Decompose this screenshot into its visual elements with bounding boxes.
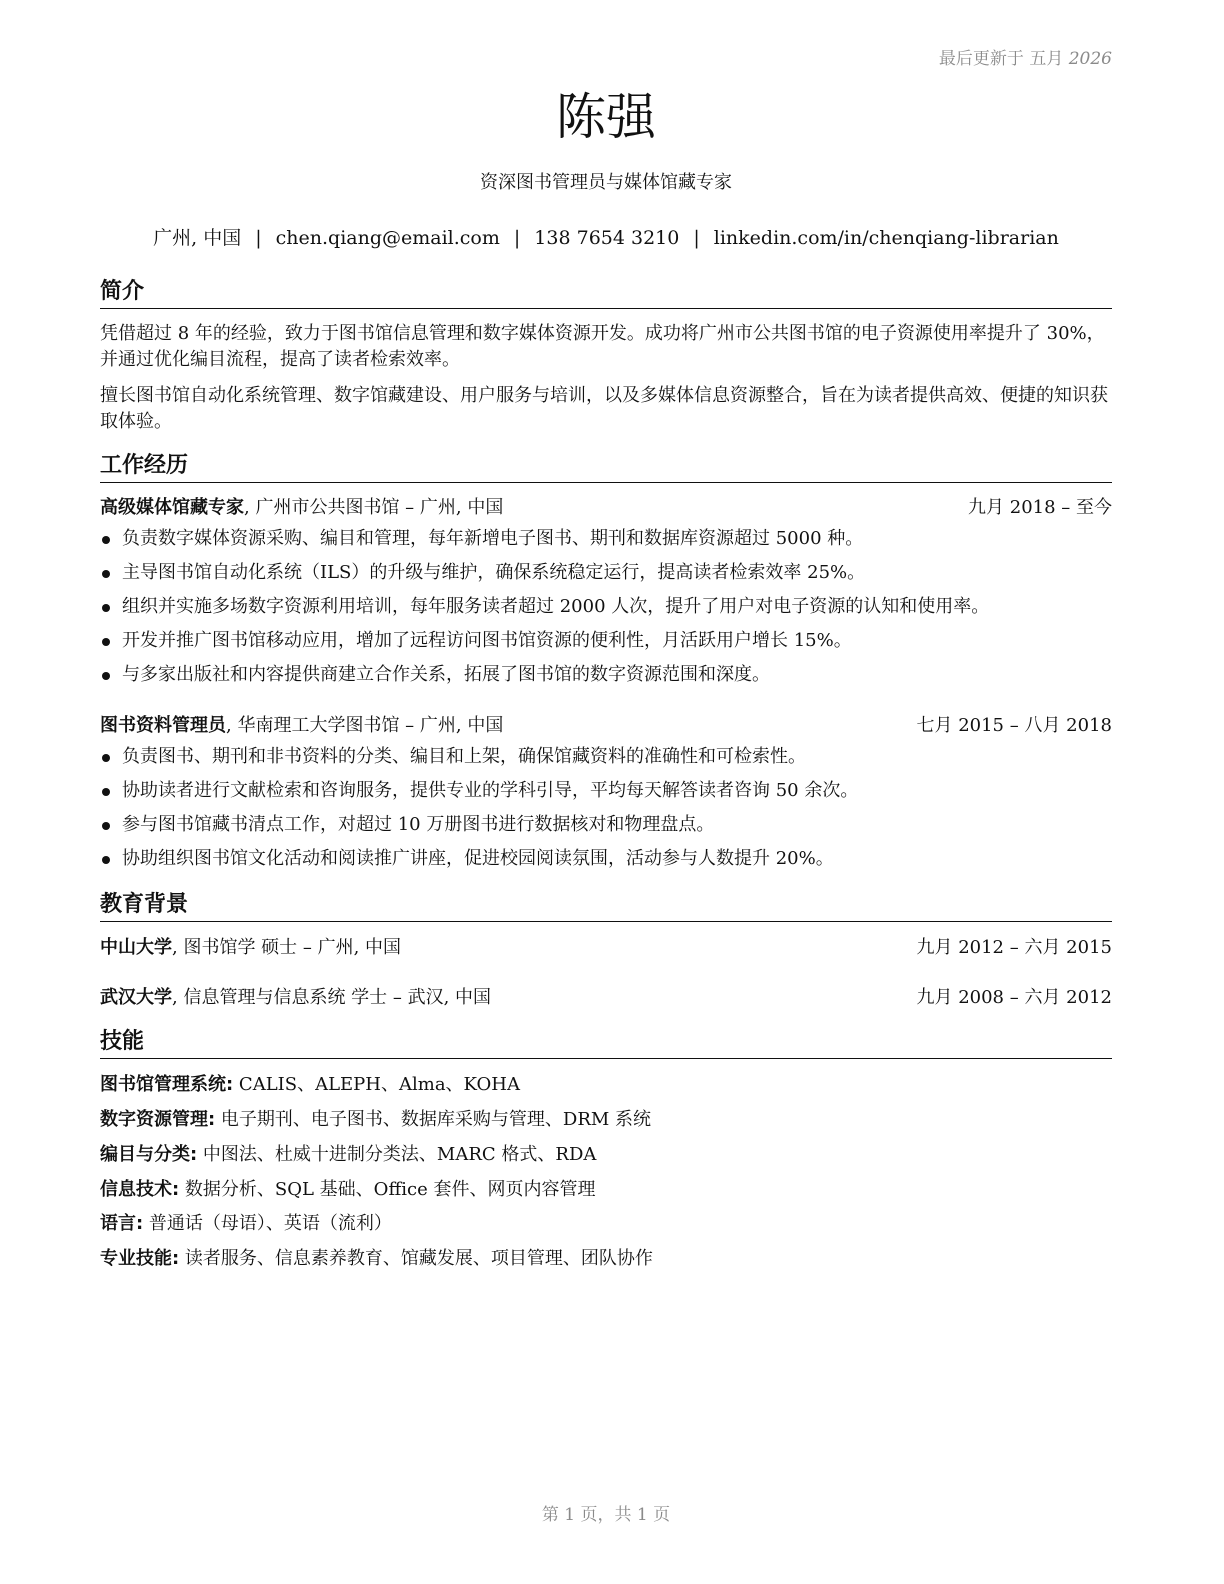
bullet-item: 主导图书馆自动化系统（ILS）的升级与维护，确保系统稳定运行，提高读者检索效率 25%。 [100,559,1112,593]
skill-row [100,1210,1112,1240]
bullet-item: 协助组织图书馆文化活动和阅读推广讲座，促进校园阅读氛围，活动参与人数提升 20%。 [100,845,1112,879]
skill-row [100,1245,1112,1275]
skill-value: CALIS、ALEPH、Alma、KOHA [233,1074,520,1095]
education-dates: 九月 2008 – 六月 2012 [916,987,1112,1008]
skill-label: 专业技能: [100,1248,180,1269]
skill-label: 信息技术: [100,1179,180,1200]
job-role: 高级媒体馆藏专家 [100,497,244,518]
summary-paragraph: 凭借超过 8 年的经验，致力于图书馆信息管理和数字媒体资源开发。成功将广州市公共图书馆的电子资源使用率提升了 30%，并通过优化编目流程，提高了读者检索效率。 [100,323,1105,370]
education-entry [100,934,1112,962]
last-updated-year: 2026 [1068,49,1112,69]
bullet-item: 协助读者进行文献检索和咨询服务，提供专业的学科引导，平均每天解答读者咨询 50 余次。 [100,777,1112,811]
skill-row [100,1071,1112,1101]
skill-label: 编目与分类: [100,1144,198,1165]
contact-phone[interactable]: 138 7654 3210 [534,227,680,249]
section-heading-summary: 简介 [100,278,1112,309]
education-entry [100,984,1112,1012]
resume-page [100,0,1112,1584]
candidate-title: 资深图书管理员与媒体馆藏专家 [480,172,732,193]
job-org: , 广州市公共图书馆 – 广州, 中国 [244,497,504,518]
contact-line [100,224,1112,252]
job-bullets [100,743,1112,879]
bullet-item: 组织并实施多场数字资源利用培训，每年服务读者超过 2000 人次，提升了用户对电子资源的认知和使用率。 [100,593,1112,627]
page-number: 第 1 页，共 1 页 [541,1505,671,1525]
school-name: 武汉大学 [100,987,172,1008]
skill-value: 电子期刊、电子图书、数据库采购与管理、DRM 系统 [215,1109,652,1130]
degree-detail: , 信息管理与信息系统 学士 – 武汉, 中国 [172,987,492,1008]
last-updated-label: 最后更新于 五月 [938,49,1064,69]
bullet-item: 负责图书、期刊和非书资料的分类、编目和上架，确保馆藏资料的准确性和可检索性。 [100,743,1112,777]
section-heading-experience: 工作经历 [100,452,1112,483]
skill-value: 普通话（母语）、英语（流利） [143,1213,392,1234]
candidate-name: 陈强 [556,88,656,146]
last-updated [939,44,1112,69]
job-org: , 华南理工大学图书馆 – 广州, 中国 [226,715,504,736]
job-header [100,494,1112,522]
skill-label: 数字资源管理: [100,1109,216,1130]
skill-row [100,1141,1112,1171]
skill-row [100,1106,1112,1136]
contact-separator: | [513,227,521,249]
bullet-item: 开发并推广图书馆移动应用，增加了远程访问图书馆资源的便利性，月活跃用户增长 15%。 [100,627,1112,661]
contact-location: 广州, 中国 [153,227,242,249]
skill-value: 读者服务、信息素养教育、馆藏发展、项目管理、团队协作 [179,1248,653,1269]
bullet-item: 负责数字媒体资源采购、编目和管理，每年新增电子图书、期刊和数据库资源超过 5000 种。 [100,525,1112,559]
contact-email[interactable]: chen.qiang@email.com [275,227,500,249]
contact-separator: | [693,227,700,249]
skill-value: 数据分析、SQL 基础、Office 套件、网页内容管理 [179,1179,596,1200]
contact-linkedin[interactable]: linkedin.com/in/chenqiang-librarian [713,227,1059,249]
skill-label: 图书馆管理系统: [100,1074,234,1095]
summary-paragraph: 擅长图书馆自动化系统管理、数字馆藏建设、用户服务与培训，以及多媒体信息资源整合，旨在为读者提供高效、便捷的知识获取体验。 [100,385,1108,432]
job-dates: 七月 2015 – 八月 2018 [916,715,1112,736]
skill-value: 中图法、杜威十进制分类法、MARC 格式、RDA [197,1144,597,1165]
job-bullets [100,525,1112,695]
job-role: 图书资料管理员 [100,715,226,736]
skill-row [100,1176,1112,1206]
bullet-item: 与多家出版社和内容提供商建立合作关系，拓展了图书馆的数字资源范围和深度。 [100,661,1112,695]
job-dates: 九月 2018 – 至今 [968,497,1112,518]
job-header [100,712,1112,740]
degree-detail: , 图书馆学 硕士 – 广州, 中国 [172,937,402,958]
bullet-item: 参与图书馆藏书清点工作，对超过 10 万册图书进行数据核对和物理盘点。 [100,811,1112,845]
skill-label: 语言: [100,1213,144,1234]
contact-separator: | [255,227,262,249]
school-name: 中山大学 [100,937,172,958]
section-heading-education: 教育背景 [100,891,1112,922]
education-dates: 九月 2012 – 六月 2015 [916,937,1112,958]
section-heading-skills: 技能 [100,1028,1112,1059]
